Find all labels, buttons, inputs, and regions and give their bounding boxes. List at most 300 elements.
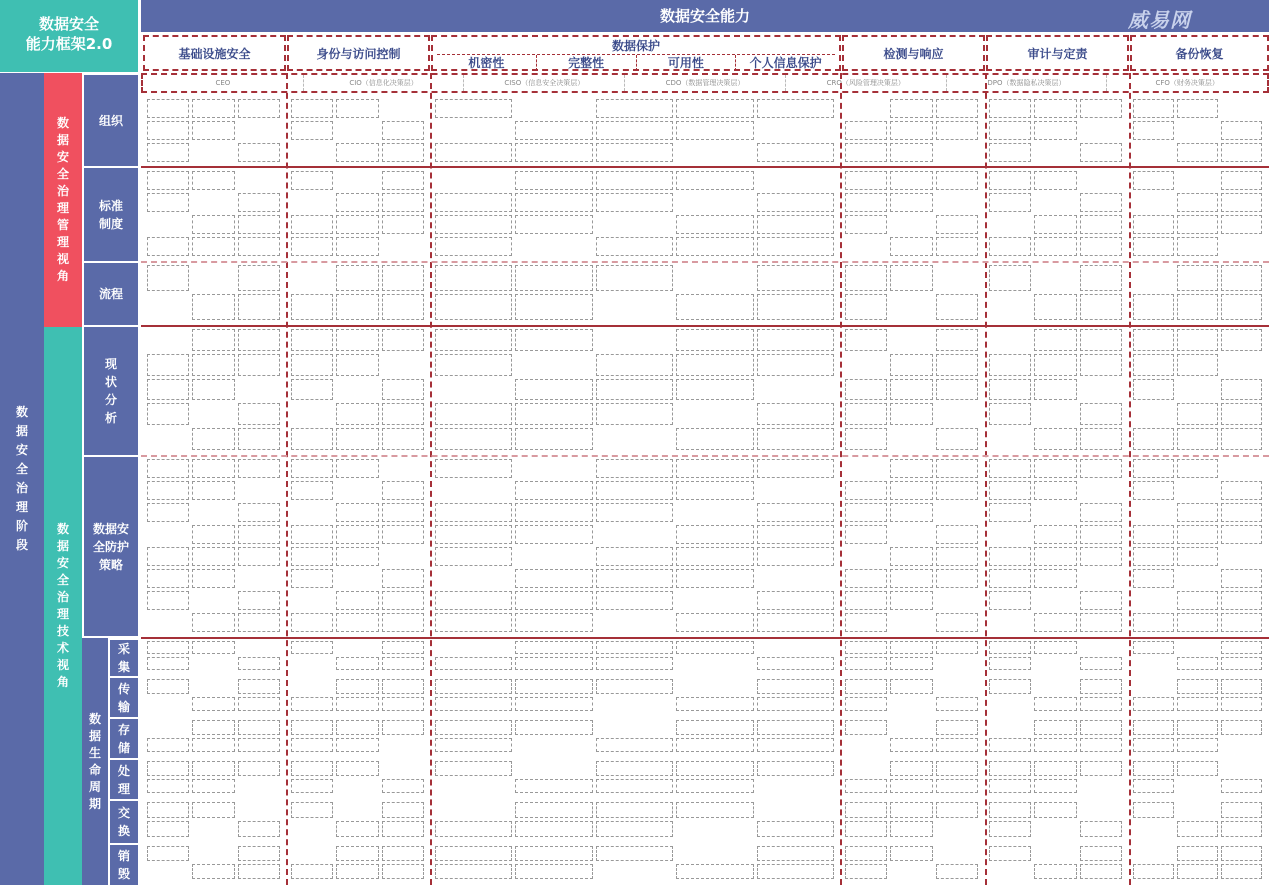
officer-row bbox=[141, 73, 1269, 93]
capability-cell bbox=[845, 171, 887, 190]
capability-cell bbox=[757, 547, 834, 566]
capability-cell bbox=[515, 846, 592, 861]
officer-dpo: DPO（数据隐私决策层） bbox=[947, 75, 1108, 91]
capability-cell bbox=[936, 379, 978, 401]
capability-cell bbox=[291, 354, 333, 376]
capability-cell bbox=[1177, 459, 1218, 478]
capability-cell bbox=[435, 864, 512, 879]
capability-cell bbox=[147, 846, 189, 861]
capability-cell bbox=[676, 428, 753, 450]
capability-cell bbox=[382, 657, 424, 670]
capability-cell bbox=[845, 503, 887, 522]
capability-cell bbox=[845, 143, 887, 162]
capability-cell bbox=[676, 641, 753, 654]
capability-cell bbox=[1080, 428, 1122, 450]
capability-cell bbox=[757, 237, 834, 256]
category-identity-access: 身份与访问控制 bbox=[287, 35, 430, 71]
capability-cell bbox=[936, 354, 978, 376]
capability-cell bbox=[238, 215, 280, 234]
capability-cell bbox=[757, 503, 834, 522]
capability-cell bbox=[1080, 761, 1122, 776]
capability-cell bbox=[435, 459, 512, 478]
col-divider bbox=[840, 73, 842, 885]
capability-cell bbox=[1133, 215, 1174, 234]
capability-cell bbox=[1080, 143, 1122, 162]
capability-cell bbox=[757, 738, 834, 753]
capability-cell bbox=[989, 657, 1031, 670]
sub-availability: 可用性 bbox=[637, 55, 737, 71]
capability-cell bbox=[382, 720, 424, 735]
capability-cell bbox=[757, 846, 834, 861]
capability-cell bbox=[1221, 481, 1262, 500]
capability-cell bbox=[596, 547, 673, 566]
capability-cell bbox=[1080, 329, 1122, 351]
capability-cell bbox=[757, 354, 834, 376]
capability-cell bbox=[757, 657, 834, 670]
capability-cell bbox=[336, 294, 378, 320]
capability-cell bbox=[382, 864, 424, 879]
stage-label bbox=[0, 73, 44, 885]
capability-cell bbox=[515, 171, 592, 190]
capability-cell bbox=[382, 143, 424, 162]
capability-cell bbox=[435, 761, 512, 776]
capability-cell bbox=[989, 821, 1031, 837]
capability-cell bbox=[676, 761, 753, 776]
capability-cell bbox=[1080, 821, 1122, 837]
capability-cell bbox=[515, 121, 592, 140]
capability-cell bbox=[435, 738, 512, 753]
capability-cell bbox=[936, 99, 978, 118]
capability-cell bbox=[192, 329, 234, 351]
capability-cell bbox=[1177, 547, 1218, 566]
capability-cell bbox=[1080, 738, 1122, 753]
capability-cell bbox=[238, 503, 280, 522]
row-divider bbox=[141, 166, 1269, 168]
capability-cell bbox=[1034, 779, 1076, 794]
capability-cell bbox=[1221, 193, 1262, 212]
capability-cell bbox=[890, 99, 932, 118]
capability-cell bbox=[382, 525, 424, 544]
capability-cell bbox=[238, 591, 280, 610]
capability-cell bbox=[238, 294, 280, 320]
capability-cell bbox=[382, 821, 424, 837]
capability-cell bbox=[845, 215, 887, 234]
capability-cell bbox=[238, 99, 280, 118]
capability-cell bbox=[435, 720, 512, 735]
capability-cell bbox=[936, 761, 978, 776]
capability-cell bbox=[936, 294, 978, 320]
capability-cell bbox=[382, 171, 424, 190]
capability-cell bbox=[336, 591, 378, 610]
capability-cell bbox=[1034, 525, 1076, 544]
capability-cell bbox=[382, 591, 424, 610]
capability-cell bbox=[238, 720, 280, 735]
capability-cell bbox=[1080, 697, 1122, 712]
capability-cell bbox=[845, 329, 887, 351]
capability-cell bbox=[676, 779, 753, 794]
capability-cell bbox=[890, 143, 932, 162]
capability-cell bbox=[147, 237, 189, 256]
capability-cell bbox=[147, 354, 189, 376]
capability-cell bbox=[515, 697, 592, 712]
capability-cell bbox=[989, 99, 1031, 118]
capability-cell bbox=[192, 720, 234, 735]
capability-cell bbox=[515, 591, 592, 610]
capability-cell bbox=[515, 294, 592, 320]
capability-cell bbox=[1034, 294, 1076, 320]
capability-cell bbox=[291, 428, 333, 450]
capability-cell bbox=[936, 720, 978, 735]
row-divider bbox=[141, 455, 1269, 457]
capability-cell bbox=[336, 503, 378, 522]
capability-cell bbox=[676, 121, 753, 140]
capability-cell bbox=[757, 679, 834, 694]
capability-cell bbox=[1177, 525, 1218, 544]
capability-cell bbox=[845, 821, 887, 837]
capability-cell bbox=[1221, 821, 1262, 837]
capability-cell bbox=[1034, 379, 1076, 401]
capability-cell bbox=[291, 171, 333, 190]
capability-cell bbox=[1080, 657, 1122, 670]
capability-cell bbox=[596, 679, 673, 694]
capability-cell bbox=[1177, 591, 1218, 610]
capability-cell bbox=[238, 864, 280, 879]
capability-cell bbox=[989, 143, 1031, 162]
capability-cell bbox=[845, 525, 887, 544]
capability-cell bbox=[1221, 294, 1262, 320]
capability-cell bbox=[336, 761, 378, 776]
capability-cell bbox=[936, 613, 978, 632]
capability-cell bbox=[757, 720, 834, 735]
capability-cell bbox=[435, 679, 512, 694]
capability-cell bbox=[989, 379, 1031, 401]
capability-cell bbox=[515, 864, 592, 879]
capability-cell bbox=[336, 864, 378, 879]
sub-integrity: 完整性 bbox=[537, 55, 637, 71]
capability-cell bbox=[989, 679, 1031, 694]
capability-cell bbox=[336, 697, 378, 712]
capability-cell bbox=[515, 802, 592, 818]
capability-cell bbox=[1133, 294, 1174, 320]
capability-cell bbox=[238, 846, 280, 861]
capability-cell bbox=[890, 171, 932, 190]
capability-cell bbox=[336, 613, 378, 632]
capability-cell bbox=[192, 569, 234, 588]
capability-cell bbox=[291, 379, 333, 401]
capability-cell bbox=[1034, 547, 1076, 566]
capability-cell bbox=[435, 294, 512, 320]
capability-cell bbox=[676, 720, 753, 735]
capability-cell bbox=[1133, 354, 1174, 376]
capability-cell bbox=[890, 821, 932, 837]
capability-cell bbox=[989, 459, 1031, 478]
col-divider bbox=[286, 73, 288, 885]
category-data-protection bbox=[431, 35, 841, 71]
capability-cell bbox=[336, 547, 378, 566]
capability-cell bbox=[676, 864, 753, 879]
capability-cell bbox=[757, 591, 834, 610]
capability-cell bbox=[291, 547, 333, 566]
capability-cell bbox=[676, 697, 753, 712]
capability-cell bbox=[1221, 503, 1262, 522]
capability-cell bbox=[1133, 569, 1174, 588]
capability-cell bbox=[382, 641, 424, 654]
capability-cell bbox=[515, 428, 592, 450]
capability-cell bbox=[757, 294, 834, 320]
capability-cell bbox=[1221, 121, 1262, 140]
capability-cell bbox=[1034, 802, 1076, 818]
capability-cell bbox=[1177, 403, 1218, 425]
capability-cell bbox=[845, 697, 887, 712]
capability-cell bbox=[890, 459, 932, 478]
capability-cell bbox=[515, 569, 592, 588]
capability-cell bbox=[1080, 403, 1122, 425]
capability-cell bbox=[676, 738, 753, 753]
capability-cell bbox=[435, 503, 512, 522]
capability-cell bbox=[1177, 864, 1218, 879]
capability-cell bbox=[382, 403, 424, 425]
capability-cell bbox=[238, 428, 280, 450]
capability-cell bbox=[1177, 613, 1218, 632]
capability-cell bbox=[147, 761, 189, 776]
capability-cell bbox=[1034, 641, 1076, 654]
capability-cell bbox=[1177, 215, 1218, 234]
data-protection-label: 数据保护 bbox=[611, 39, 660, 53]
col-divider bbox=[430, 73, 432, 885]
capability-cell bbox=[382, 679, 424, 694]
capability-cell bbox=[845, 720, 887, 735]
capability-cell bbox=[382, 121, 424, 140]
capability-cell bbox=[192, 428, 234, 450]
capability-cell bbox=[238, 265, 280, 291]
capability-cell bbox=[1221, 265, 1262, 291]
capability-cell bbox=[515, 143, 592, 162]
capability-cell bbox=[336, 193, 378, 212]
capability-cell bbox=[989, 547, 1031, 566]
capability-cell bbox=[596, 761, 673, 776]
capability-cell bbox=[1177, 143, 1218, 162]
capability-cell bbox=[845, 657, 887, 670]
capability-cell bbox=[936, 459, 978, 478]
capability-cell bbox=[845, 193, 887, 212]
capability-cell bbox=[192, 613, 234, 632]
capability-cell bbox=[989, 641, 1031, 654]
capability-cell bbox=[192, 99, 234, 118]
capability-cell bbox=[676, 802, 753, 818]
capability-cell bbox=[1034, 329, 1076, 351]
capability-cell bbox=[596, 591, 673, 610]
capability-cell bbox=[435, 237, 512, 256]
capability-cell bbox=[515, 657, 592, 670]
capability-cell bbox=[1034, 237, 1076, 256]
capability-cell bbox=[890, 641, 932, 654]
capability-cell bbox=[1221, 641, 1262, 654]
capability-cell bbox=[192, 697, 234, 712]
capability-cell bbox=[382, 481, 424, 500]
sub-confidentiality: 机密性 bbox=[437, 55, 537, 71]
capability-cell bbox=[890, 802, 932, 818]
capability-cell bbox=[435, 99, 512, 118]
capability-cell bbox=[1034, 215, 1076, 234]
capability-cell bbox=[936, 329, 978, 351]
capability-cell bbox=[291, 329, 333, 351]
capability-cell bbox=[291, 697, 333, 712]
capability-cell bbox=[147, 569, 189, 588]
capability-cell bbox=[1034, 459, 1076, 478]
capability-cell bbox=[676, 171, 753, 190]
capability-cell bbox=[1177, 265, 1218, 291]
capability-cell bbox=[596, 459, 673, 478]
capability-cell bbox=[336, 459, 378, 478]
capability-cell bbox=[192, 864, 234, 879]
capability-cell bbox=[435, 547, 512, 566]
capability-cell bbox=[1221, 657, 1262, 670]
capability-cell bbox=[336, 403, 378, 425]
capability-cell bbox=[1133, 720, 1174, 735]
capability-cell bbox=[989, 265, 1031, 291]
capability-cell bbox=[238, 761, 280, 776]
capability-cell bbox=[936, 237, 978, 256]
capability-cell bbox=[192, 802, 234, 818]
capability-cell bbox=[596, 846, 673, 861]
capability-cell bbox=[291, 237, 333, 256]
capability-cell bbox=[845, 428, 887, 450]
capability-cell bbox=[1221, 379, 1262, 401]
capability-cell bbox=[1221, 591, 1262, 610]
capability-cell bbox=[336, 215, 378, 234]
capability-cell bbox=[989, 779, 1031, 794]
capability-cell bbox=[1221, 679, 1262, 694]
capability-cell bbox=[676, 354, 753, 376]
category-backup: 备份恢复 bbox=[1130, 35, 1269, 71]
capability-cell bbox=[936, 641, 978, 654]
capability-cell bbox=[1221, 525, 1262, 544]
capability-cell bbox=[890, 503, 932, 522]
capability-cell bbox=[989, 237, 1031, 256]
capability-cell bbox=[676, 481, 753, 500]
capability-cell bbox=[890, 121, 932, 140]
capability-cell bbox=[890, 265, 932, 291]
capability-cell bbox=[989, 802, 1031, 818]
capability-cell bbox=[1133, 379, 1174, 401]
capability-cell bbox=[192, 547, 234, 566]
capability-cell bbox=[890, 547, 932, 566]
capability-cell bbox=[238, 657, 280, 670]
capability-cell bbox=[238, 547, 280, 566]
capability-cell bbox=[336, 354, 378, 376]
capability-cell bbox=[596, 779, 673, 794]
lc-storage: 存储 bbox=[110, 719, 138, 758]
capability-cell bbox=[1221, 403, 1262, 425]
capability-cell bbox=[676, 569, 753, 588]
capability-cell bbox=[1133, 779, 1174, 794]
capability-cell bbox=[515, 481, 592, 500]
capability-cell bbox=[238, 738, 280, 753]
capability-cell bbox=[1080, 265, 1122, 291]
capability-cell bbox=[1080, 503, 1122, 522]
capability-cell bbox=[596, 569, 673, 588]
capability-cell bbox=[1177, 761, 1218, 776]
capability-cell bbox=[1080, 864, 1122, 879]
capability-cell bbox=[1221, 329, 1262, 351]
col-divider bbox=[985, 73, 987, 885]
capability-cell bbox=[989, 403, 1031, 425]
capability-cell bbox=[596, 237, 673, 256]
capability-cell bbox=[1133, 738, 1174, 753]
capability-cell bbox=[147, 481, 189, 500]
capability-cell bbox=[1221, 864, 1262, 879]
capability-cell bbox=[936, 779, 978, 794]
capability-cell bbox=[515, 379, 592, 401]
category-detect-respond: 检测与响应 bbox=[842, 35, 985, 71]
capability-cell bbox=[890, 779, 932, 794]
capability-cell bbox=[989, 569, 1031, 588]
capability-cell bbox=[238, 143, 280, 162]
capability-cell bbox=[336, 738, 378, 753]
capability-cell bbox=[890, 481, 932, 500]
capability-cell bbox=[336, 143, 378, 162]
capability-cell bbox=[1034, 99, 1076, 118]
capability-cell bbox=[336, 99, 378, 118]
capability-cell bbox=[147, 143, 189, 162]
capability-cell bbox=[1034, 738, 1076, 753]
capability-cell bbox=[845, 569, 887, 588]
capability-cell bbox=[890, 591, 932, 610]
capability-cell bbox=[890, 679, 932, 694]
capability-cell bbox=[238, 329, 280, 351]
capability-cell bbox=[515, 720, 592, 735]
capability-cell bbox=[936, 738, 978, 753]
capability-cell bbox=[890, 193, 932, 212]
category-infrastructure: 基础设施安全 bbox=[143, 35, 286, 71]
capability-cell bbox=[1221, 720, 1262, 735]
capability-cell bbox=[757, 193, 834, 212]
capability-cell bbox=[1133, 329, 1174, 351]
capability-cell bbox=[515, 329, 592, 351]
capability-cell bbox=[382, 697, 424, 712]
row-divider bbox=[141, 261, 1269, 263]
capability-cell bbox=[596, 99, 673, 118]
capability-cell bbox=[936, 215, 978, 234]
capability-cell bbox=[192, 121, 234, 140]
capability-cell bbox=[238, 613, 280, 632]
capability-cell bbox=[890, 354, 932, 376]
officer-ceo: CEO bbox=[143, 75, 304, 91]
capability-cell bbox=[1034, 428, 1076, 450]
capability-cell bbox=[192, 237, 234, 256]
capability-cell bbox=[291, 738, 333, 753]
watermark-logo: 威易网 bbox=[1128, 8, 1191, 32]
capability-cell bbox=[1034, 697, 1076, 712]
capability-cell bbox=[757, 761, 834, 776]
capability-cell bbox=[1177, 657, 1218, 670]
capability-cell bbox=[147, 738, 189, 753]
capability-cell bbox=[291, 525, 333, 544]
capability-cell bbox=[147, 547, 189, 566]
capability-cell bbox=[1177, 679, 1218, 694]
capability-cell bbox=[435, 657, 512, 670]
capability-cell bbox=[757, 143, 834, 162]
capability-cell bbox=[147, 403, 189, 425]
capability-cell bbox=[382, 294, 424, 320]
capability-cell bbox=[515, 503, 592, 522]
capability-cell bbox=[382, 613, 424, 632]
capability-cell bbox=[845, 864, 887, 879]
capability-cell bbox=[435, 403, 512, 425]
capability-cell bbox=[1080, 193, 1122, 212]
capability-cell bbox=[382, 802, 424, 818]
row-organization: 组织 bbox=[84, 75, 138, 166]
